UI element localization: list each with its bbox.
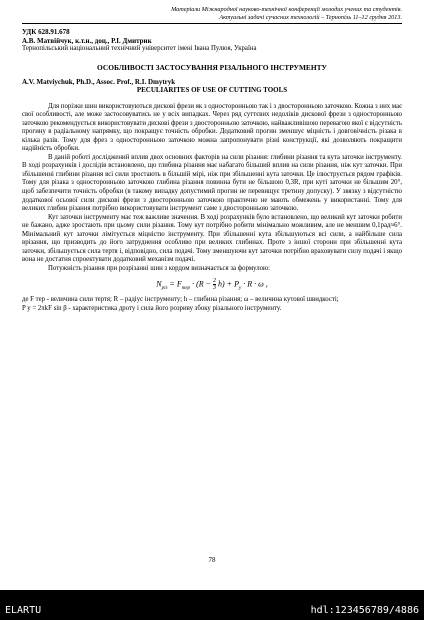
power-formula xyxy=(22,278,402,291)
formula-eq: = xyxy=(169,279,175,289)
title-english: PECULIARITES OF USE OF CUTTING TOOLS xyxy=(136,86,288,94)
institution: Тернопільський національний технічний університет імені Івана Пулюя, Україна xyxy=(22,45,257,52)
conference-header-line-1: Матеріали Міжнародної науково-технічної конференції молодих учених та студентів. xyxy=(171,6,402,13)
formula-mid: · (R − xyxy=(192,279,212,289)
formula-p-sub: у xyxy=(238,286,242,292)
formula-term1-sub: тер xyxy=(181,286,191,292)
repository-footer xyxy=(0,590,424,620)
formula-term1: F xyxy=(176,279,182,289)
authors-english: A.V. Matviychuk, Ph.D., Assoc. Prof., R.I. Dmytryk xyxy=(22,77,176,86)
formula-fraction-num: 2 xyxy=(213,278,217,285)
formula-fraction-den: 3 xyxy=(213,285,217,292)
paper-body xyxy=(22,6,402,314)
paragraph-4: Потужність різання при розрізанні шин з кордом визначається за формулою: xyxy=(48,264,271,272)
definitions-line-2: P у = 2πkF sin β - характеристика дроту і сила його розриву збоку різального інструменту. xyxy=(22,305,282,313)
repository-name: ELARTU xyxy=(5,605,42,616)
page-number: 78 xyxy=(208,556,216,564)
formula-tail: · R · ω , xyxy=(243,279,268,289)
authors-ukrainian: А.В. Матвійчук, к.т.н., доц., Р.І. Дмитрик xyxy=(22,36,152,45)
formula-h: h) + P xyxy=(218,279,239,289)
definitions-line-1: де F тер - величина сили тертя; R – радіус інструменту; h – глибина різання; ω – величина кутової швидкості; xyxy=(22,296,339,304)
paragraph-2: В даній роботі досліджений вплив двох основних факторів на сили різання: глибини різання та кута заточки інструменту. В ході розрахунків і дослідів встановлено, що глибина різання має набагато більший вплив на сили різання, ніж кут заточки. При збільшенні глибини різання всі сили зростають в більшій мірі, ніж при збільшенні кута заточки. Це ілюструється рядом графіків. Тому для різака з односторонньою заточкою глибина різання повинна бути не більшою 0,3R, при куті заточки не більшим 20°, щоб забезпечити точність обробки (в такому випадку допустимий прогин не перевищує третину допуску). У звязку з відсутністю додаткової осьової сили дискові фрези з двосторонньою заточкою практично не мають обмежень у використанні. Тому для великих глибин різання потрібно використовувати інструмент саме з двосторонньою заточкою. xyxy=(22,153,402,213)
conference-header xyxy=(22,6,402,24)
formula-lhs: N xyxy=(156,279,162,289)
paragraph-3: Кут заточки інструменту має теж важливе значення. В ході розрахунків було встановлено, що великий кут заточки робити не бажано, адже зростають при цьому сили різання. Тому кут потрібно робити мінімально можливим, але не меншим 0,1рад≈6°. Мінімальний кут заточки лімітується міцністю інструменту. При збільшенні кута збільшуються всі сили, а найбільше сила врізання, що призводить до його затруднення особливо при великих глибинах. Проте з іншої сторони при збільшенні кута заточки, збільшується сила тертя і, відповідно, сила подачі. Тому зменшуючи кут заточки потрібно враховувати силу подачі і якщо вона не достатня спроектувати додатковий механізм подачі. xyxy=(22,213,402,264)
formula-lhs-sub: різ xyxy=(161,286,168,292)
title-ukrainian: ОСОБЛИВОСТІ ЗАСТОСУВАННЯ РІЗАЛЬНОГО ІНСТРУМЕНТУ xyxy=(97,62,327,72)
handle-identifier: hdl:123456789/4886 xyxy=(310,605,419,616)
udk-code: УДК 628.91.678 xyxy=(22,28,70,36)
conference-header-line-2: Актуальні задачі сучасних технологій – Тернопіль 11–12 грудня 2013. xyxy=(219,14,402,21)
formula-fraction xyxy=(213,278,216,291)
paragraph-1: Для порізки шин використовуються дискові фрези як з односторонньою так і з двосторонньою заточкою. Кожна з них має свої особливості, але може застосовуватись не у всіх випадках. Через ряд суттєвих недоліків дискової фрези з односторонньою заточкою рекомендується використовувати дискові фрези з двосторонньою заточкою, найважливішою перевагою якої є відсутність прогину в радіальному напрямку, що покращує точність обробки. Додатковий прогин зменшує міцність і довговічність різака в кілька разів. Тому для фрез з односторонньою заточкою можна запропонувати різні конструкції, які дозволяють покращити надійність обробки. xyxy=(22,102,402,153)
